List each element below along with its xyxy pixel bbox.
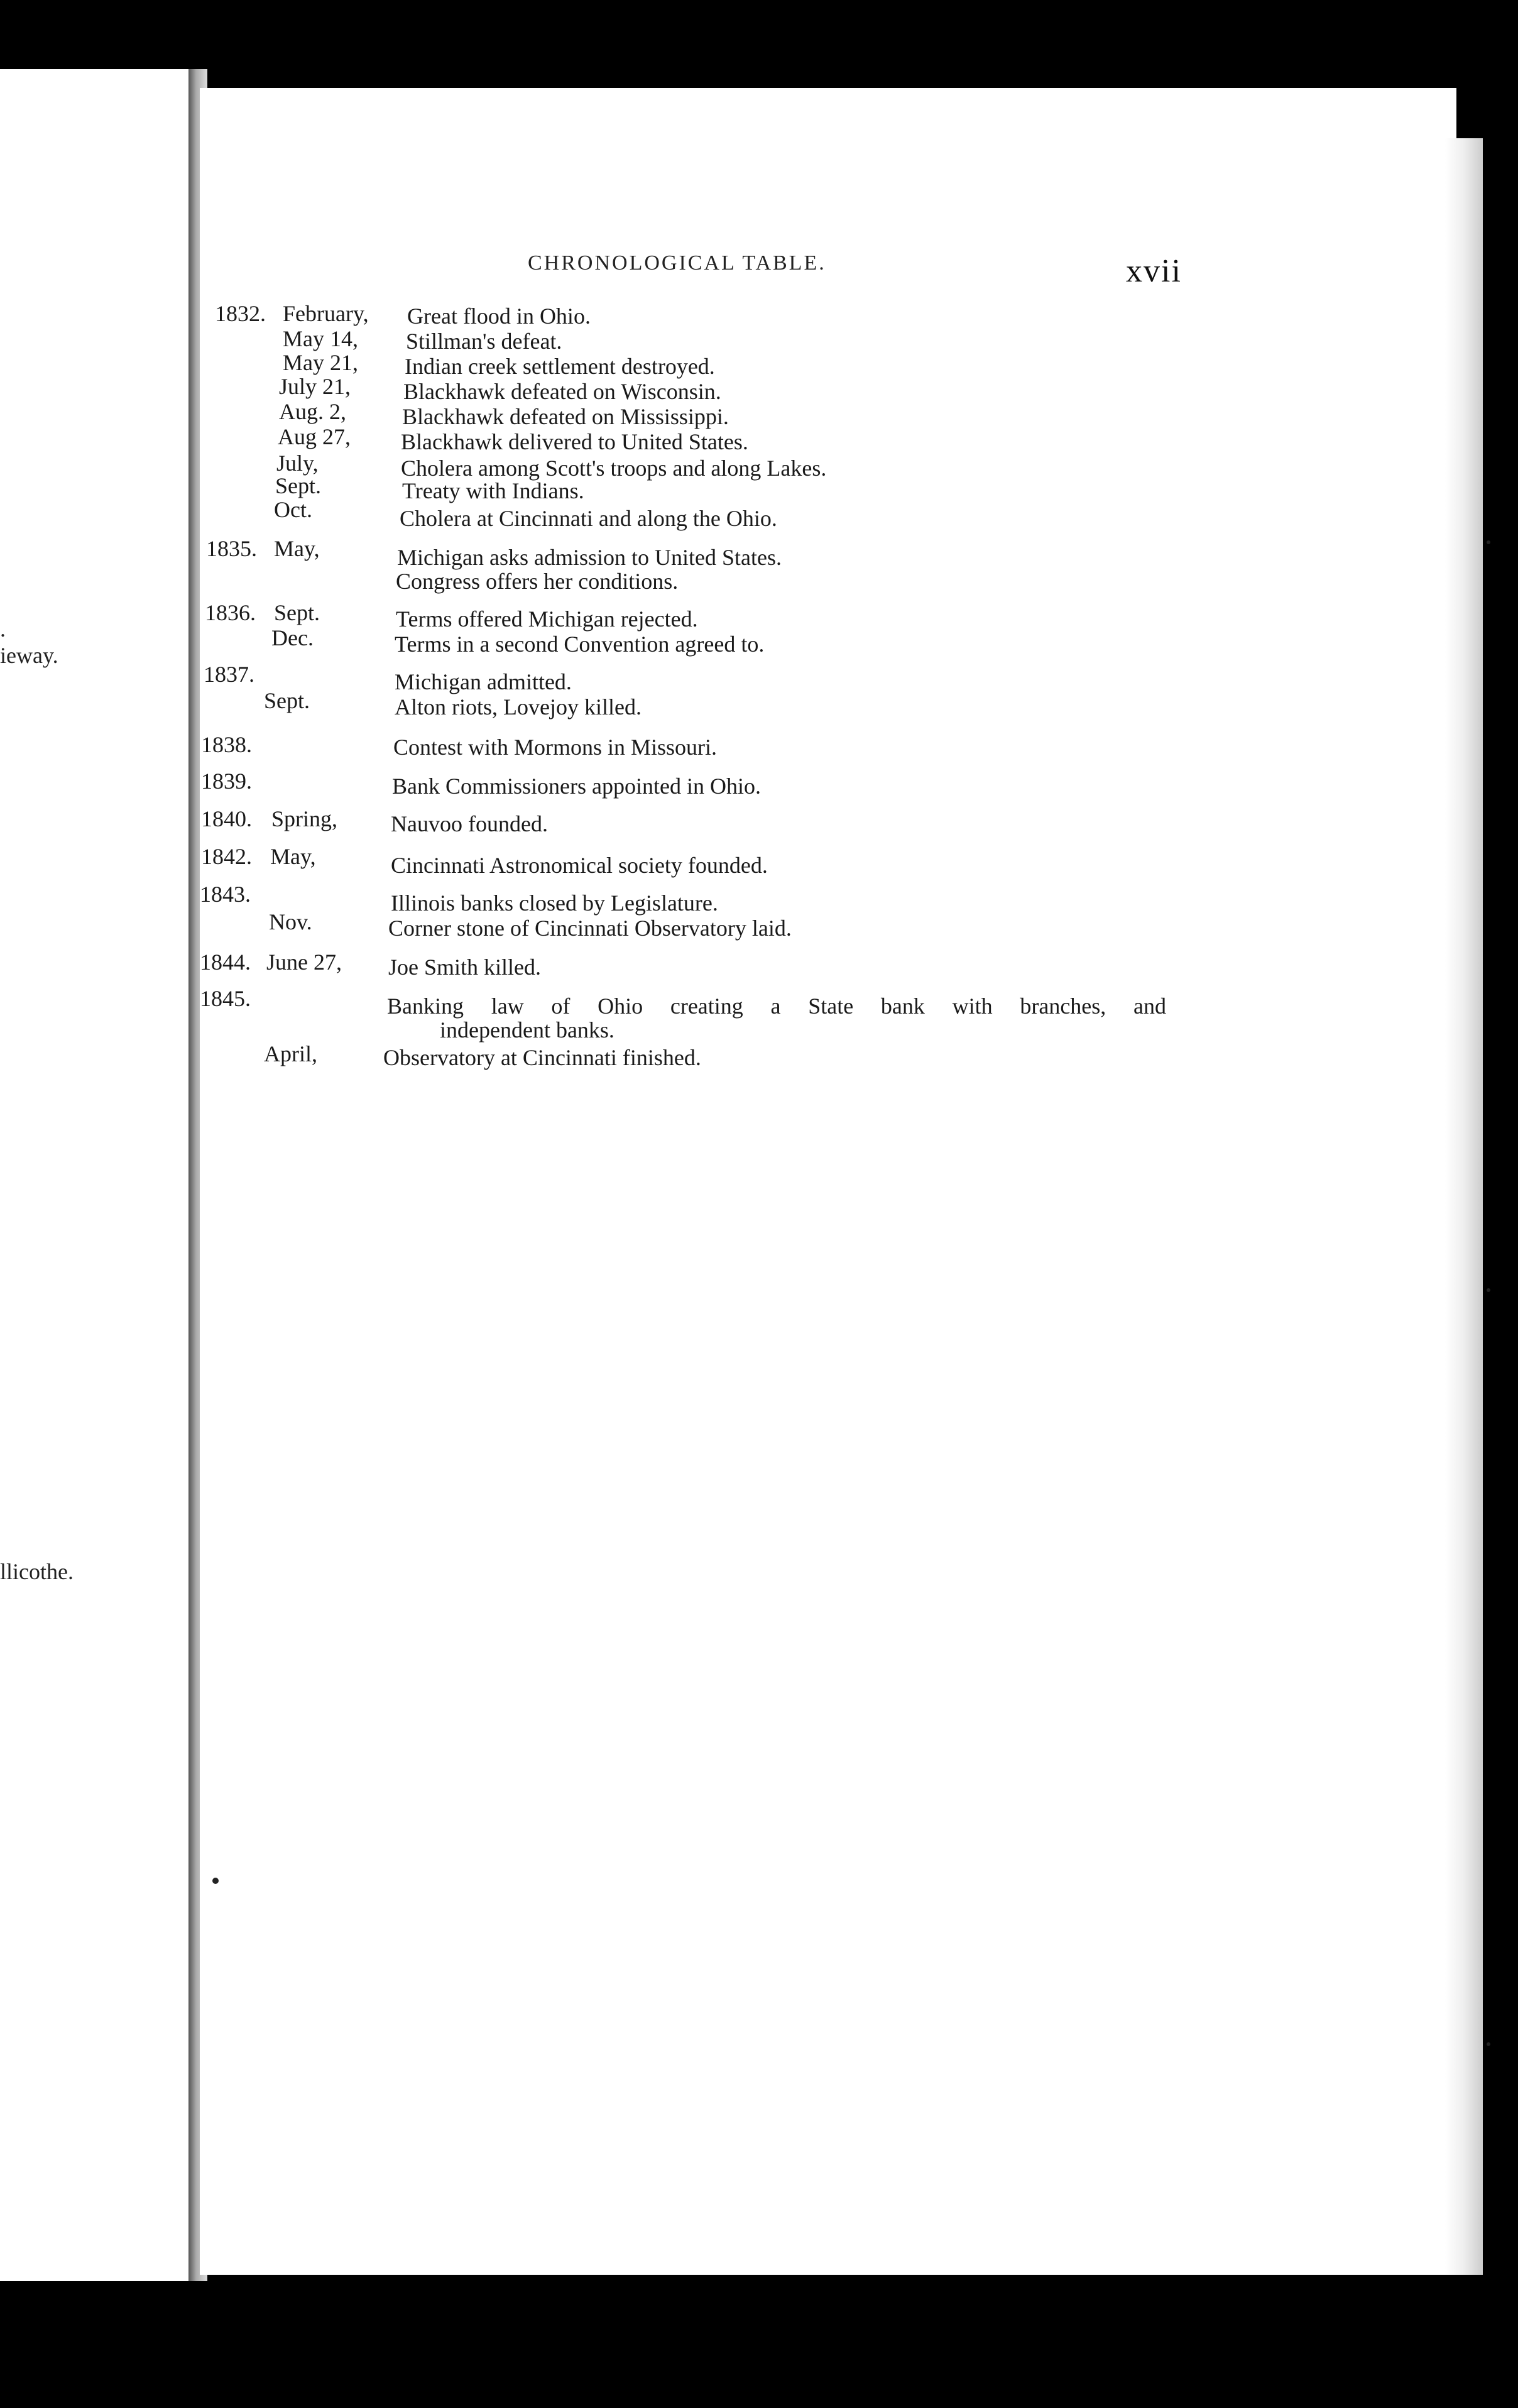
left-text-fragment: ieway. [0,643,58,668]
entry-month: May, [270,844,316,869]
ink-speck [1487,540,1490,544]
entry-month: Aug 27, [278,424,351,449]
entry-year: 1842. [201,844,252,869]
entry-event: Nauvoo founded. [391,811,548,836]
entry-month: May, [274,536,320,561]
entry-month: Sept. [274,600,320,625]
entry-event: Blackhawk defeated on Mississippi. [402,404,729,429]
entry-event: Stillman's defeat. [406,329,562,354]
running-head: CHRONOLOGICAL TABLE. [528,251,826,275]
entry-event: Congress offers her conditions. [396,569,679,594]
entry-year: 1840. [201,806,252,831]
entry-month: June 27, [266,950,342,975]
entry-year: 1838. [201,732,252,757]
entry-event: Cincinnati Astronomical society founded. [391,853,768,878]
ink-speck [1487,2042,1490,2046]
entry-year: 1835. [206,536,257,561]
entry-month: May 14, [283,326,358,351]
left-text-fragment: . [0,616,6,642]
entry-month: Sept. [275,473,322,498]
page-number: xvii [1126,253,1182,289]
entry-month: February, [283,301,369,326]
entry-month: Aug. 2, [279,399,346,424]
entry-month: May 21, [283,350,358,375]
entry-year: 1843. [200,882,251,907]
entry-year: 1845. [200,986,251,1011]
entry-event-continuation: independent banks. [440,1017,614,1043]
entry-month: April, [264,1041,317,1066]
entry-year: 1839. [201,769,252,794]
entry-event: Illinois banks closed by Legislature. [391,890,718,916]
entry-event: Blackhawk delivered to United States. [401,429,748,454]
entry-event: Contest with Mormons in Missouri. [393,735,718,760]
entry-month: Sept. [264,688,310,713]
entry-month: July, [276,451,319,476]
entry-event: Cholera at Cincinnati and along the Ohio. [400,506,777,531]
entry-event: Alton riots, Lovejoy killed. [395,694,642,720]
entry-year: 1844. [200,950,251,975]
entry-event: Michigan asks admission to United States. [397,545,782,570]
left-text-fragment: llicothe. [0,1559,74,1584]
entry-event: Michigan admitted. [395,669,572,694]
ink-speck [212,1878,219,1884]
entry-event: Banking law of Ohio creating a State bank with branches, and [387,993,1166,1019]
entry-event: Terms in a second Convention agreed to. [395,632,765,657]
entry-event: Great flood in Ohio. [407,304,591,329]
entry-year: 1836. [205,600,256,625]
entry-event: Terms offered Michigan rejected. [396,606,698,632]
entry-event: Blackhawk defeated on Wisconsin. [403,379,721,404]
entry-year: 1837. [204,662,254,687]
entry-month: Nov. [269,909,312,934]
entry-month: Dec. [271,625,314,650]
chronology-table [0,0,1518,1131]
entry-month: July 21, [279,374,351,399]
entry-event: Observatory at Cincinnati finished. [383,1045,701,1070]
entry-event: Joe Smith killed. [388,955,541,980]
entry-event: Indian creek settlement destroyed. [405,354,715,379]
entry-event: Corner stone of Cincinnati Observatory laid. [388,916,792,941]
entry-month: Oct. [274,497,312,522]
entry-event: Cholera among Scott's troops and along Lakes. [401,456,827,481]
entry-event: Bank Commissioners appointed in Ohio. [392,774,761,799]
entry-month: Spring, [271,806,338,831]
entry-event: Treaty with Indians. [402,478,584,503]
entry-year: 1832. [215,301,266,326]
ink-speck [1487,1288,1490,1292]
